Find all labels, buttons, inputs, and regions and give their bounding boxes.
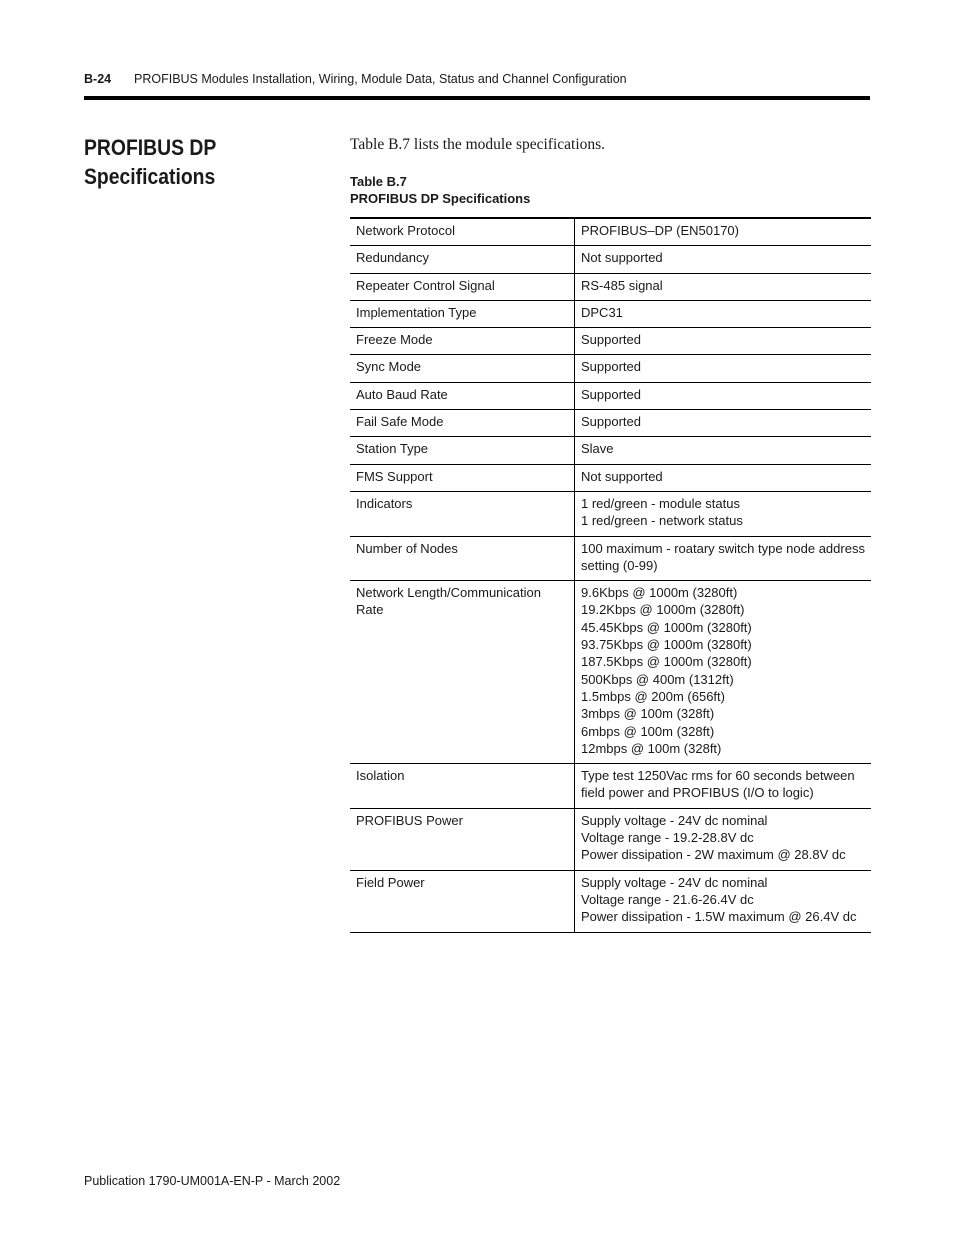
table-row	[350, 870, 871, 932]
spec-value-line: Voltage range - 19.2-28.8V dc	[581, 830, 754, 846]
spec-name-cell: Indicators	[356, 495, 413, 511]
spec-value-cell	[575, 437, 872, 464]
spec-name-cell: Redundancy	[356, 250, 429, 266]
spec-value-line: Supply voltage - 24V dc nominal	[581, 812, 768, 828]
table-row	[350, 536, 871, 581]
table-row	[350, 300, 871, 327]
table-row	[350, 808, 871, 870]
spec-value-cell	[575, 491, 872, 536]
spec-value-cell	[575, 300, 872, 327]
spec-value-cell	[575, 328, 872, 355]
spec-value-line: 6mbps @ 100m (328ft)	[581, 723, 715, 739]
table-row	[350, 218, 871, 246]
spec-value-line: 500Kbps @ 400m (1312ft)	[581, 671, 734, 687]
table-row	[350, 764, 871, 809]
spec-value-line: Power dissipation - 2W maximum @ 28.8V dc	[581, 847, 846, 863]
spec-value-line: Supported	[581, 386, 641, 402]
spec-value-line: RS-485 signal	[581, 277, 663, 293]
spec-value-line: 3mbps @ 100m (328ft)	[581, 706, 715, 722]
spec-value-line: Supported	[581, 332, 641, 348]
spec-value-line: Slave	[581, 441, 614, 457]
spec-value-cell	[575, 581, 872, 764]
spec-value-cell	[575, 410, 872, 437]
spec-name-cell: Auto Baud Rate	[356, 386, 448, 402]
spec-value-cell	[575, 355, 872, 382]
spec-value-cell	[575, 808, 872, 870]
spec-value-line: 19.2Kbps @ 1000m (3280ft)	[581, 602, 745, 618]
table-row	[350, 355, 871, 382]
spec-name-cell: Isolation	[356, 768, 405, 784]
table-row	[350, 464, 871, 491]
spec-value-line: setting (0-99)	[581, 557, 658, 573]
spec-value-line: Supply voltage - 24V dc nominal	[581, 874, 768, 890]
spec-value-line: DPC31	[581, 304, 623, 320]
section-title-line1: PROFIBUS DP	[84, 135, 217, 160]
spec-value-line: 1 red/green - network status	[581, 513, 743, 529]
spec-name-cell: Network Protocol	[356, 223, 455, 238]
page-number: B-24	[84, 72, 112, 86]
spec-table	[350, 217, 871, 933]
spec-value-cell	[575, 382, 872, 409]
spec-name-cell: PROFIBUS Power	[356, 812, 463, 828]
spec-name-cell: Field Power	[356, 874, 425, 890]
spec-value-line: PROFIBUS–DP (EN50170)	[581, 223, 739, 238]
spec-value-line: field power and PROFIBUS (I/O to logic)	[581, 785, 814, 801]
table-row	[350, 581, 871, 764]
running-title: PROFIBUS Modules Installation, Wiring, Module Data, Status and Channel Configuration	[134, 72, 627, 86]
spec-value-cell	[575, 273, 872, 300]
spec-value-line: 45.45Kbps @ 1000m (3280ft)	[581, 619, 752, 635]
table-row	[350, 382, 871, 409]
spec-value-line: 187.5Kbps @ 1000m (3280ft)	[581, 654, 752, 670]
spec-name-cell: Number of Nodes	[356, 540, 458, 556]
spec-value-line: 1 red/green - module status	[581, 495, 740, 511]
spec-value-line: Type test 1250Vac rms for 60 seconds between	[581, 768, 855, 784]
spec-value-cell	[575, 464, 872, 491]
spec-name-cell: Network Length/Communication Rate	[356, 585, 541, 618]
spec-value-line: Voltage range - 21.6-26.4V dc	[581, 891, 754, 907]
spec-value-cell	[575, 218, 872, 246]
spec-name-cell: Freeze Mode	[356, 332, 433, 348]
spec-name-cell: FMS Support	[356, 468, 433, 484]
table-row	[350, 410, 871, 437]
spec-value-line: 100 maximum - roatary switch type node address	[581, 540, 865, 556]
header-rule	[84, 96, 870, 100]
spec-value-cell	[575, 536, 872, 581]
spec-name-cell: Sync Mode	[356, 359, 422, 375]
spec-name-cell: Fail Safe Mode	[356, 414, 444, 430]
spec-name-cell: Repeater Control Signal	[356, 277, 495, 293]
spec-value-line: Not supported	[581, 250, 663, 266]
spec-value-cell	[575, 246, 872, 273]
spec-value-line: 12mbps @ 100m (328ft)	[581, 740, 722, 756]
spec-value-line: Power dissipation - 1.5W maximum @ 26.4V dc	[581, 909, 857, 925]
spec-value-line: 1.5mbps @ 200m (656ft)	[581, 688, 725, 704]
section-title-line2: Specifications	[84, 164, 216, 189]
table-caption	[350, 173, 530, 207]
table-row	[350, 328, 871, 355]
spec-value-line: 93.75Kbps @ 1000m (3280ft)	[581, 637, 752, 653]
spec-value-line: Supported	[581, 359, 641, 375]
table-caption-number: Table B.7	[350, 174, 407, 189]
spec-name-cell: Station Type	[356, 441, 429, 457]
table-row	[350, 246, 871, 273]
table-row	[350, 491, 871, 536]
table-row	[350, 437, 871, 464]
table-caption-title: PROFIBUS DP Specifications	[350, 191, 531, 206]
running-header	[84, 72, 870, 86]
spec-value-line: Not supported	[581, 468, 663, 484]
spec-value-cell	[575, 870, 872, 932]
spec-value-line: 9.6Kbps @ 1000m (3280ft)	[581, 585, 738, 601]
spec-name-cell: Implementation Type	[356, 304, 477, 320]
intro-text: Table B.7 lists the module specifications.	[350, 136, 606, 153]
publication-footer: Publication 1790-UM001A-EN-P - March 2002	[84, 1174, 341, 1188]
section-title	[84, 133, 295, 191]
spec-value-line: Supported	[581, 414, 641, 430]
table-row	[350, 273, 871, 300]
spec-value-cell	[575, 764, 872, 809]
